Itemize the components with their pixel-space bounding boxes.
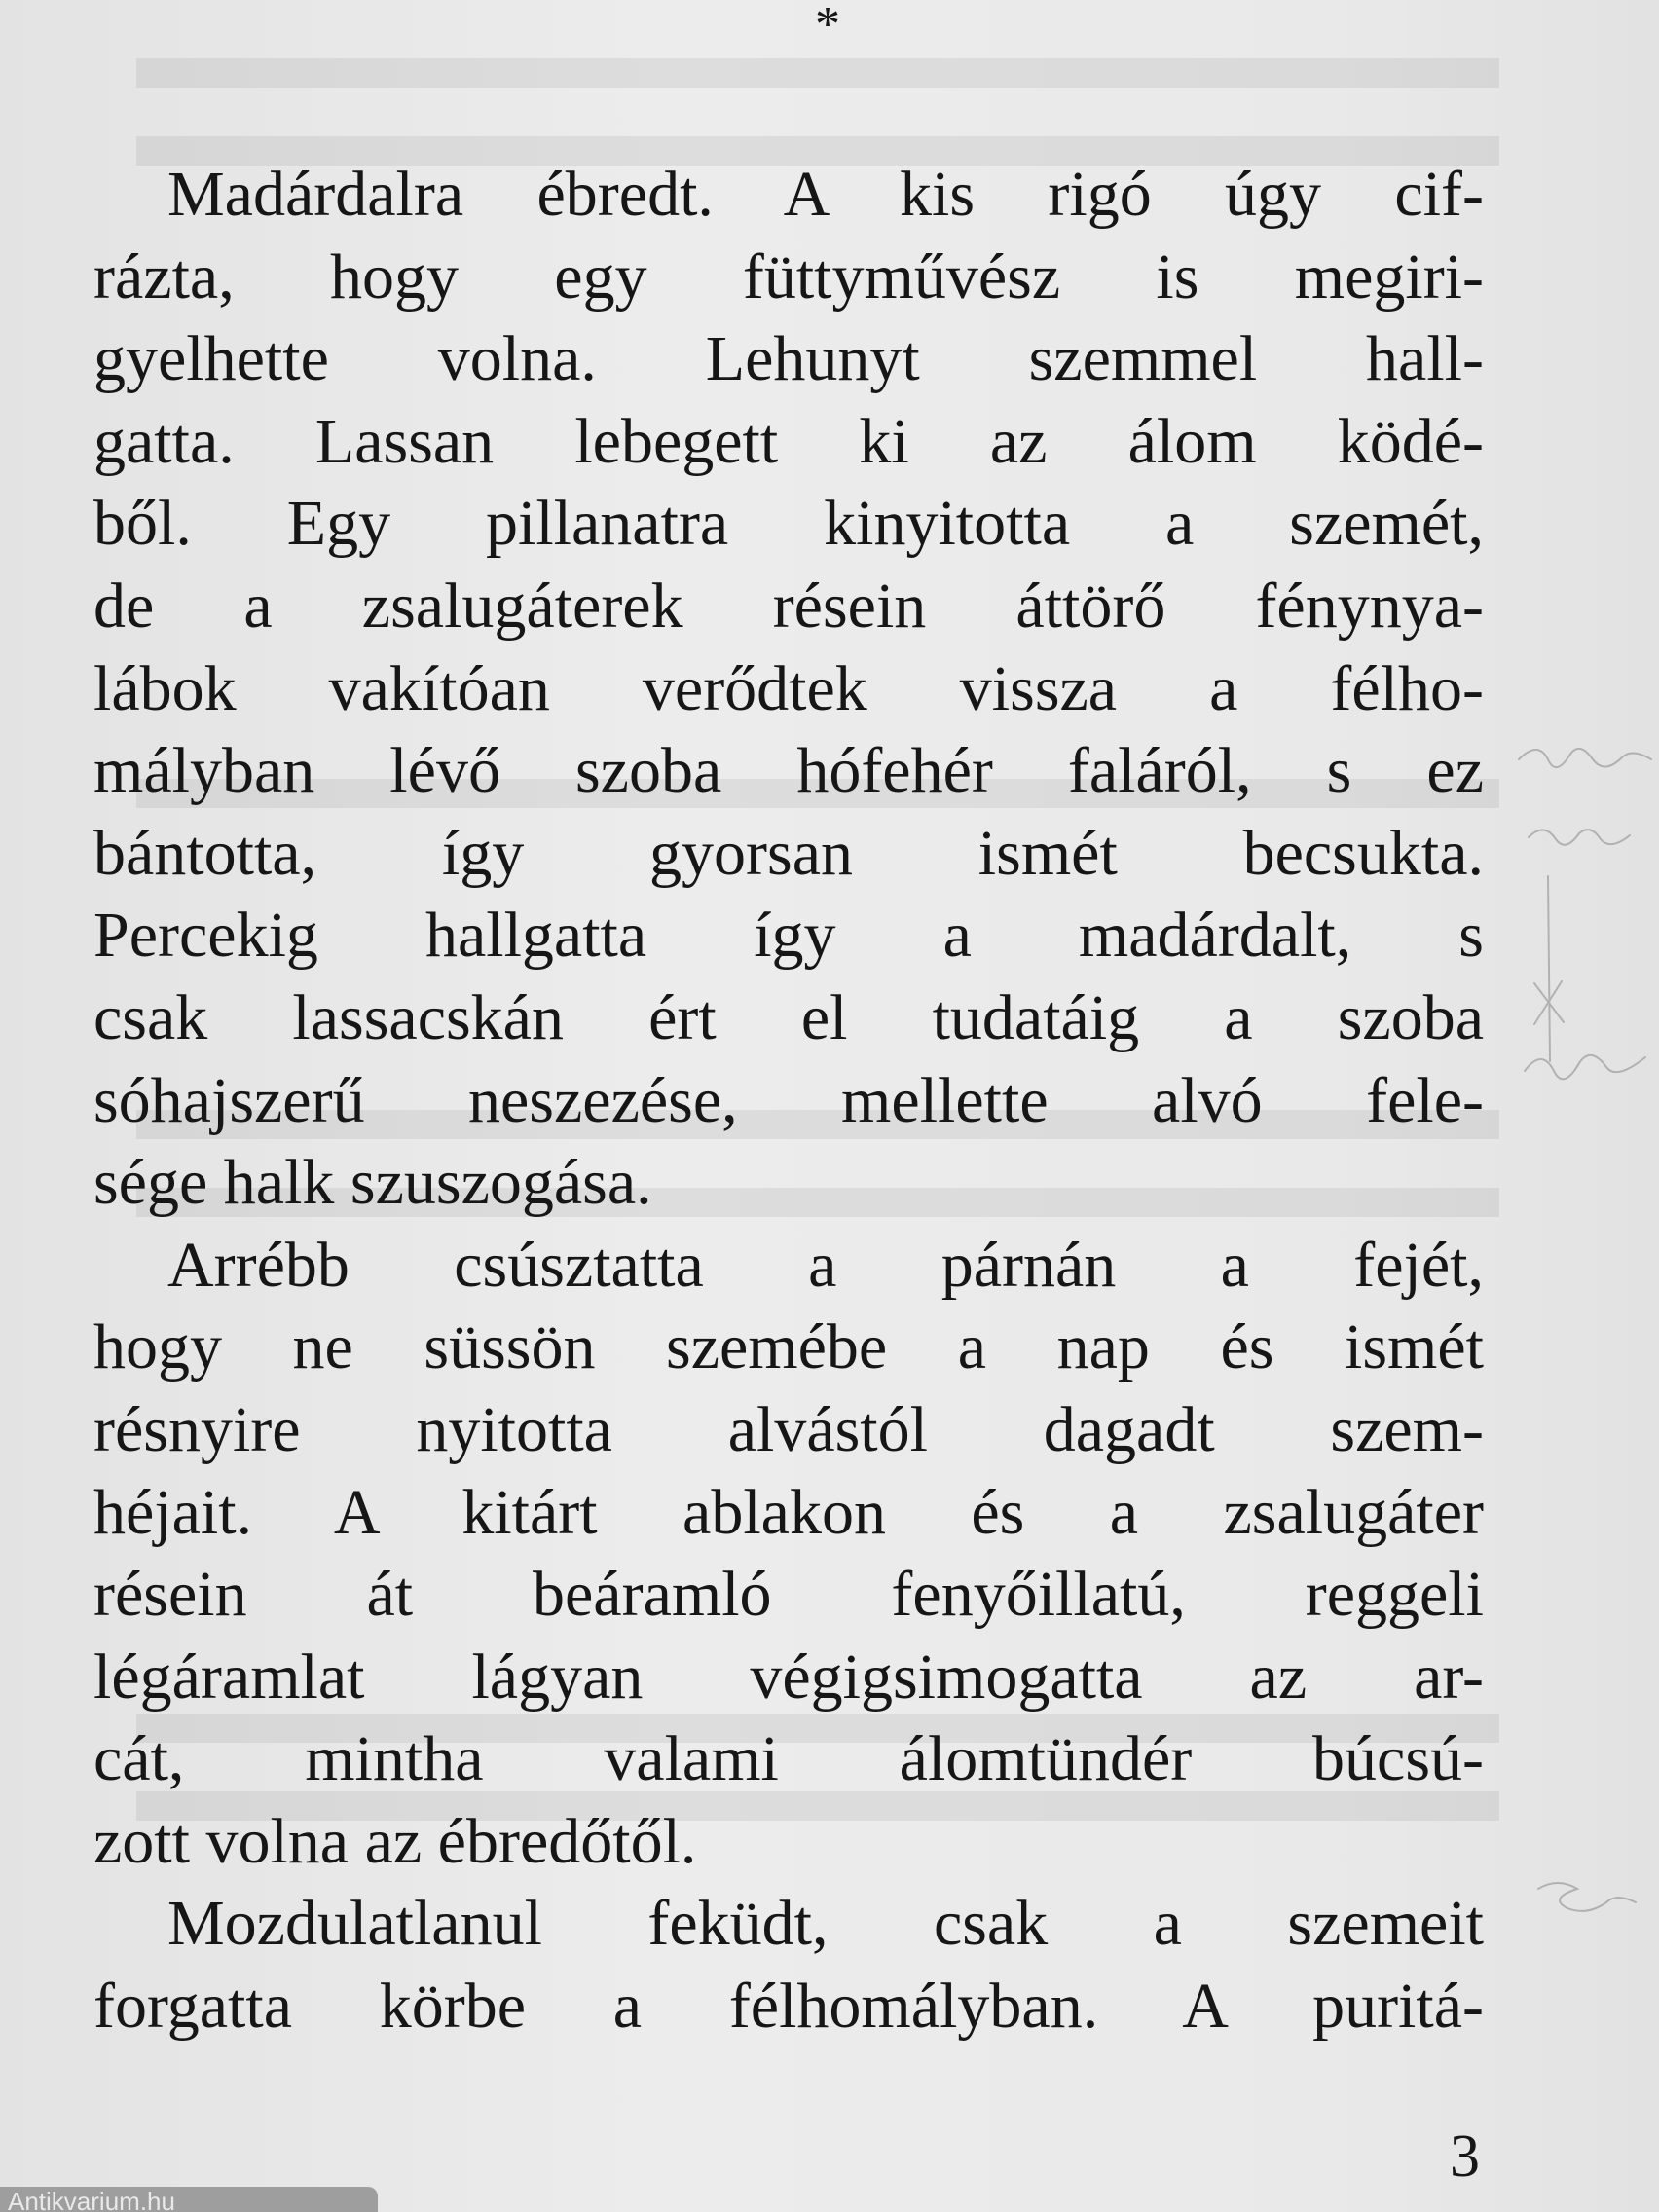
text-line: Percekig hallgatta így a madárdalt, s (93, 900, 1484, 972)
text-line: légáramlat lágyan végigsimogatta az ar- (93, 1641, 1484, 1713)
text-line: bántotta, így gyorsan ismét becsukta. (93, 817, 1484, 889)
text-line: de a zsalugáterek résein áttörő fénynya- (93, 570, 1484, 642)
watermark: Antikvarium.hu (0, 2187, 378, 2212)
paragraph-2 (93, 1225, 1484, 1884)
text-line: Mozdulatlanul feküdt, csak a szemeit (167, 1888, 1484, 1960)
margin-pencil-marks (1499, 720, 1659, 1986)
text-line: csak lassacskán ért el tudatáig a szoba (93, 981, 1484, 1053)
text-line: Arrébb csúsztatta a párnán a fejét, (167, 1229, 1484, 1301)
text-line: résein át beáramló fenyőillatú, reggeli (93, 1559, 1484, 1631)
text-line: hogy ne süssön szemébe a nap és ismét (93, 1311, 1484, 1383)
body-text (93, 154, 1484, 2048)
page-number: 3 (1450, 2123, 1480, 2190)
text-line: sóhajszerű neszezése, mellette alvó fele- (93, 1064, 1484, 1136)
text-line: Madárdalra ébredt. A kis rigó úgy cif- (167, 159, 1484, 230)
paragraph-3 (93, 1883, 1484, 2047)
text-line: héjait. A kitárt ablakon és a zsalugáter (93, 1476, 1484, 1548)
text-line: gyelhette volna. Lehunyt szemmel hall- (93, 323, 1484, 395)
text-line: résnyire nyitotta alvástól dagadt szem- (93, 1393, 1484, 1465)
text-line: ből. Egy pillanatra kinyitotta a szemét, (93, 488, 1484, 560)
text-line: zott volna az ébredőtől. (93, 1805, 697, 1877)
text-line: cát, mintha valami álomtündér búcsú- (93, 1723, 1484, 1795)
section-ornament: * (815, 0, 840, 53)
text-line: lábok vakítóan verődtek vissza a félho- (93, 652, 1484, 724)
paragraph-1 (93, 154, 1484, 1225)
text-line: sége halk szuszogása. (93, 1147, 652, 1219)
text-line: forgatta körbe a félhomályban. A puritá- (93, 1971, 1484, 2043)
text-line: rázta, hogy egy füttyművész is megiri- (93, 240, 1484, 313)
text-line: gatta. Lassan lebegett ki az álom ködé- (93, 405, 1484, 477)
text-line: mályban lévő szoba hófehér faláról, s ez (93, 735, 1484, 807)
